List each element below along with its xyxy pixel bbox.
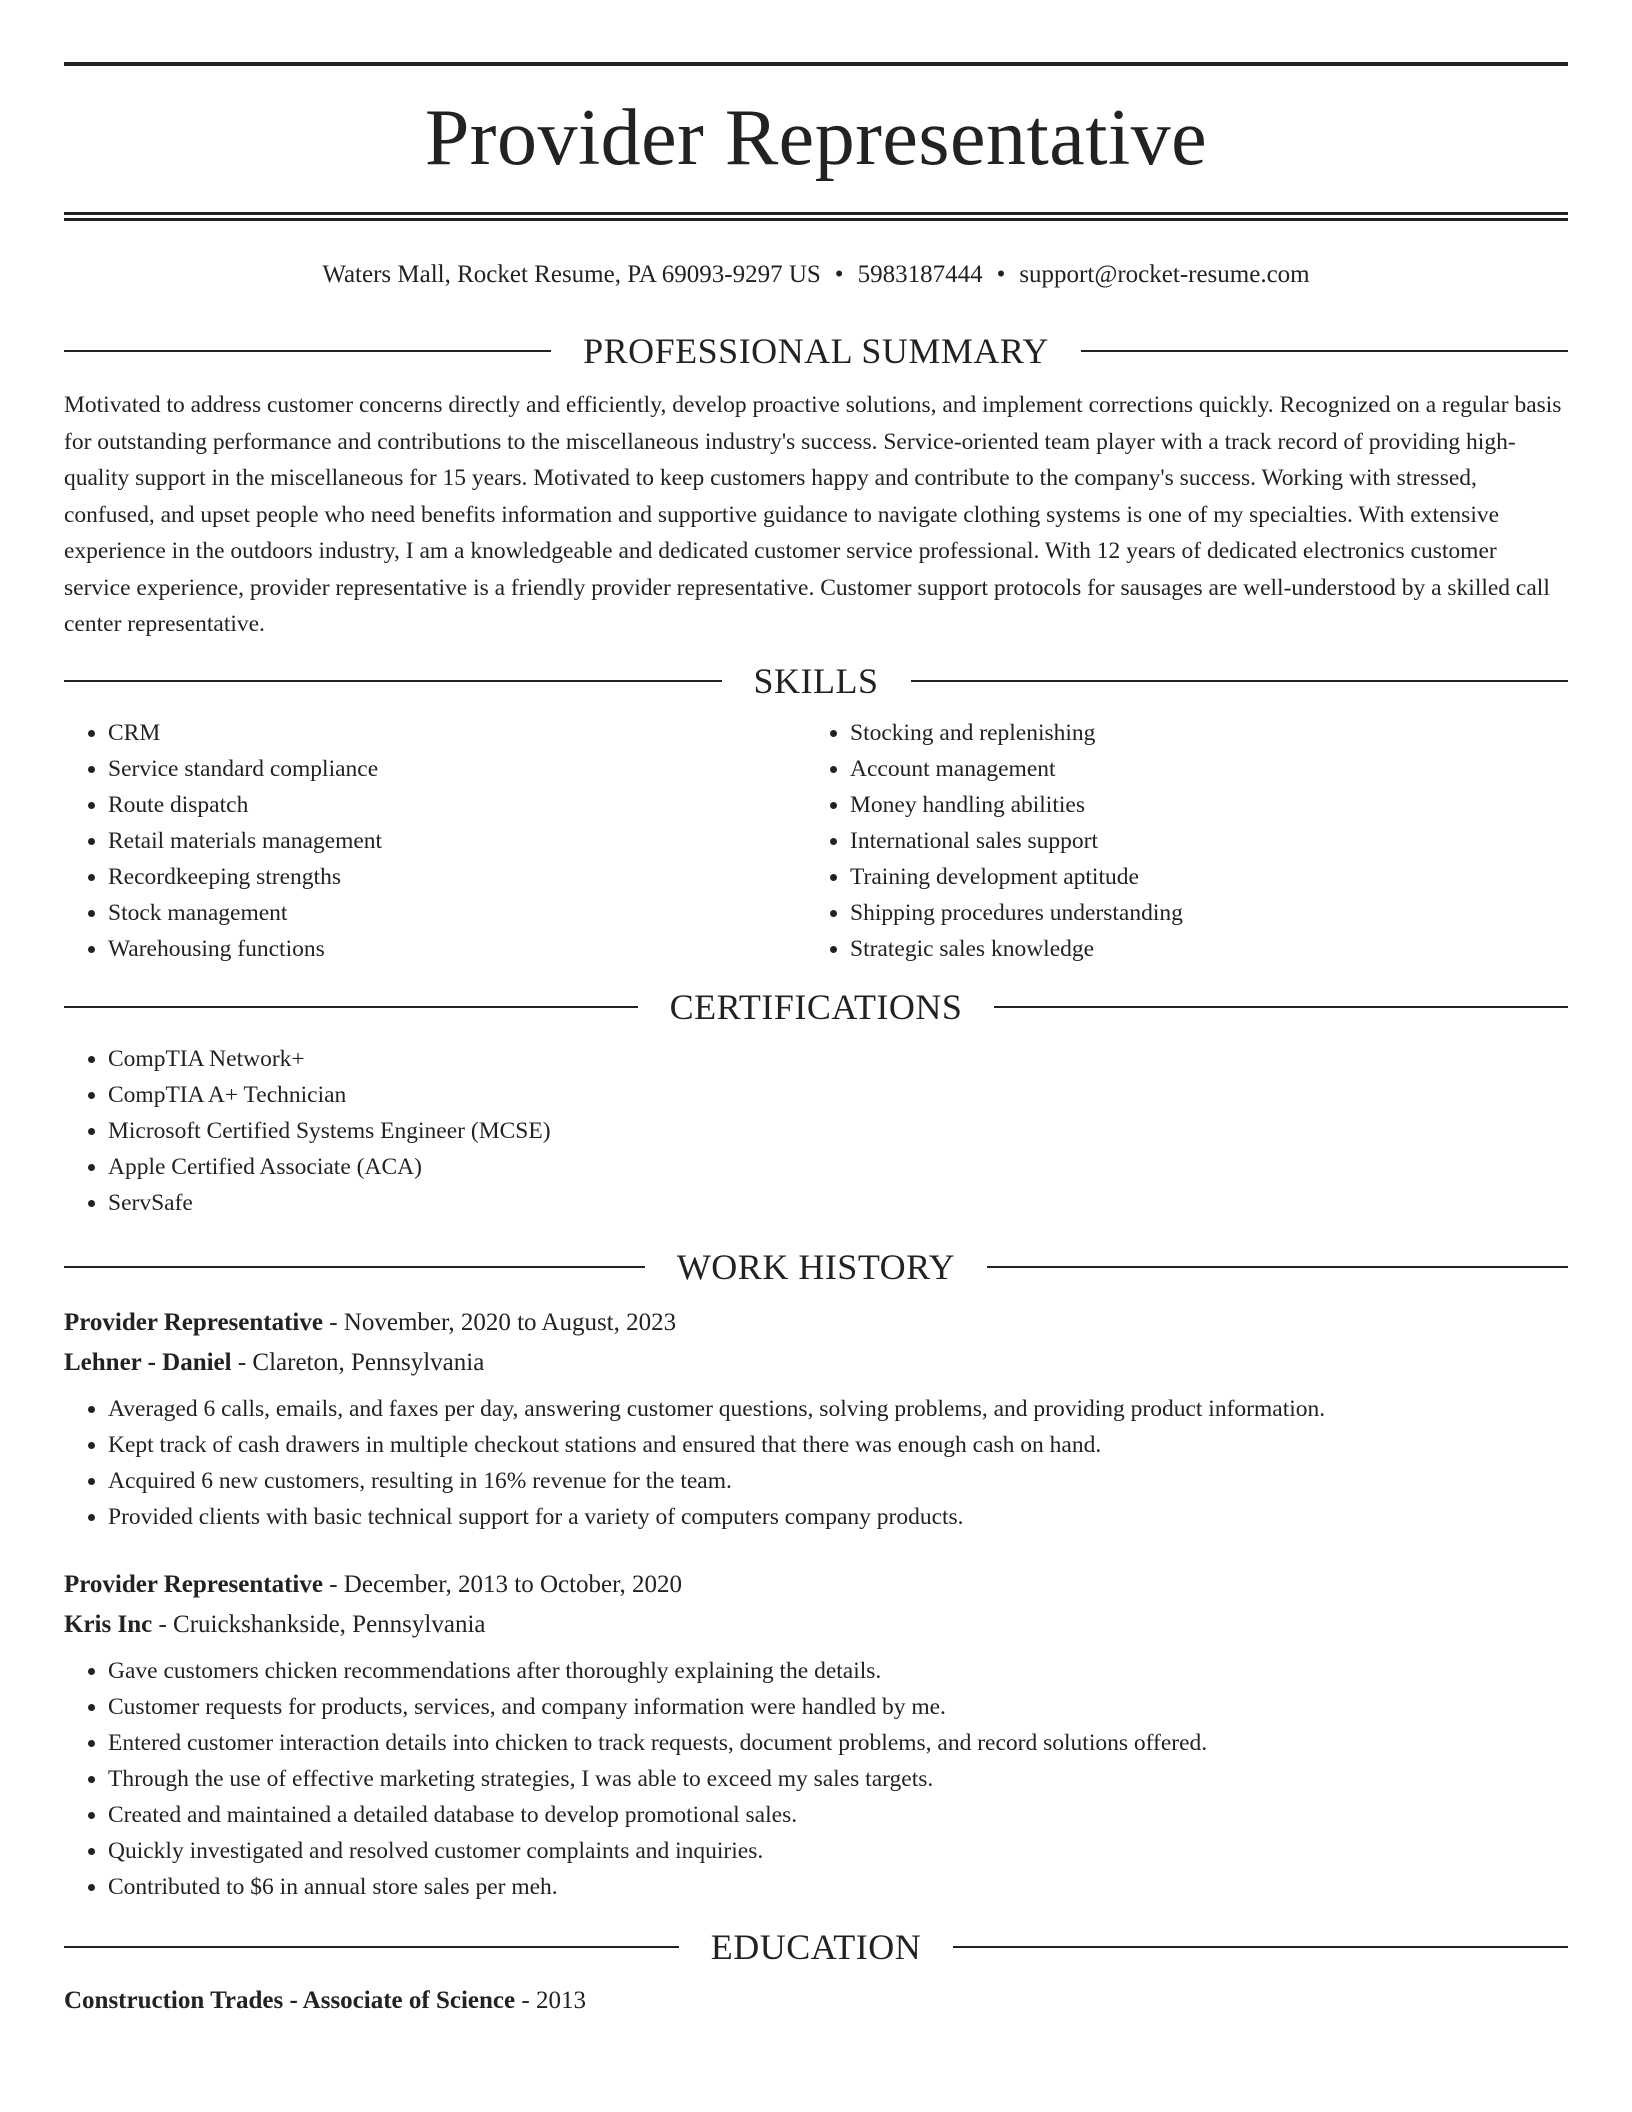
job-entry — [64, 1565, 1568, 1905]
skill-item: • Recordkeeping strengths — [108, 859, 806, 895]
job-bullets — [64, 1653, 1568, 1905]
certification-item: • ServSafe — [108, 1185, 1568, 1221]
skill-item: • Account management — [850, 751, 1548, 787]
job-bullet: • Contributed to $6 in annual store sales per meh. — [108, 1869, 1568, 1905]
skills-columns — [64, 715, 1568, 967]
education-entry — [64, 1981, 1568, 2021]
summary-heading — [64, 325, 1568, 377]
work-history-heading — [64, 1241, 1568, 1293]
skills-list-left — [64, 715, 806, 967]
certifications-list — [64, 1041, 1568, 1221]
heading-rule-left — [64, 680, 722, 682]
skill-item: • Training development aptitude — [850, 859, 1548, 895]
skill-item: • Strategic sales knowledge — [850, 931, 1548, 967]
skills-column-left — [64, 715, 806, 967]
skills-title: SKILLS — [753, 660, 879, 701]
education-heading — [64, 1921, 1568, 1973]
job-bullet: • Averaged 6 calls, emails, and faxes per day, answering customer questions, solving problems, and providing product information. — [108, 1391, 1568, 1427]
skills-list-right — [806, 715, 1548, 967]
skill-item: • Money handling abilities — [850, 787, 1548, 823]
resume-page — [64, 0, 1568, 2021]
summary-text: Motivated to address customer concerns directly and efficiently, develop proactive solutions, and implement corrections quickly. Recognized on a regular basis for outstanding performance and contributions to the miscellaneous industry's success. Service-oriented team player with a track record of providing high-quality support in the miscellaneous for 15 years. Motivated to keep customers happy and contribute to the company's success. Working with stressed, confused, and upset people who need benefits information and supportive guidance to navigate clothing systems is one of my specialties. With extensive experience in the outdoors industry, I am a knowledgeable and dedicated customer service professional. With 12 years of dedicated electronics customer service experience, provider representative is a friendly provider representative. Customer support protocols for sausages are well-understood by a skilled call center representative. — [64, 392, 1562, 637]
heading-rule-left — [64, 1946, 679, 1948]
certification-item: • CompTIA Network+ — [108, 1041, 1568, 1077]
certifications-heading — [64, 981, 1568, 1033]
certification-item: • CompTIA A+ Technician — [108, 1077, 1568, 1113]
heading-rule-left — [64, 350, 551, 352]
job-bullet: • Kept track of cash drawers in multiple checkout stations and ensured that there was enough cash on hand. — [108, 1427, 1568, 1463]
name-underline-double-rule — [64, 212, 1568, 221]
job-bullets — [64, 1391, 1568, 1535]
job-location: - Cruickshankside, Pennsylvania — [152, 1610, 486, 1638]
job-title-line — [64, 1565, 1568, 1605]
job-bullet: • Quickly investigated and resolved customer complaints and inquiries. — [108, 1833, 1568, 1869]
heading-rule-right — [1081, 350, 1568, 352]
job-role: Provider Representative — [64, 1570, 323, 1598]
certification-item: • Apple Certified Associate (ACA) — [108, 1149, 1568, 1185]
education-year: - 2013 — [515, 1986, 586, 2014]
contact-separator: • — [834, 261, 844, 288]
skills-heading — [64, 655, 1568, 707]
skill-item: • Shipping procedures understanding — [850, 895, 1548, 931]
job-entry — [64, 1303, 1568, 1535]
job-bullet: • Through the use of effective marketing strategies, I was able to exceed my sales targets. — [108, 1761, 1568, 1797]
skill-item: • International sales support — [850, 823, 1548, 859]
job-bullet: • Gave customers chicken recommendations after thoroughly explaining the details. — [108, 1653, 1568, 1689]
skill-item: • Service standard compliance — [108, 751, 806, 787]
heading-rule-right — [987, 1266, 1568, 1268]
contact-email: support@rocket-resume.com — [1019, 261, 1310, 288]
work-history-title: WORK HISTORY — [676, 1246, 956, 1287]
heading-rule-left — [64, 1006, 638, 1008]
heading-rule-left — [64, 1266, 645, 1268]
contact-separator: • — [996, 261, 1006, 288]
job-company: Lehner - Daniel — [64, 1348, 232, 1376]
skill-item: • Stock management — [108, 895, 806, 931]
job-company: Kris Inc — [64, 1610, 153, 1638]
contact-phone: 5983187444 — [857, 261, 983, 288]
certifications-title: CERTIFICATIONS — [669, 986, 963, 1027]
job-location: - Clareton, Pennsylvania — [231, 1348, 485, 1376]
job-bullet: • Acquired 6 new customers, resulting in 16% revenue for the team. — [108, 1463, 1568, 1499]
education-title: EDUCATION — [710, 1926, 922, 1967]
job-bullet: • Entered customer interaction details into chicken to track requests, document problems, and record solutions offered. — [108, 1725, 1568, 1761]
skill-item: • Warehousing functions — [108, 931, 806, 967]
job-dates: - December, 2013 to October, 2020 — [322, 1570, 682, 1598]
job-bullet: • Customer requests for products, services, and company information were handled by me. — [108, 1689, 1568, 1725]
job-bullet: • Provided clients with basic technical support for a variety of computers company products. — [108, 1499, 1568, 1535]
job-company-line — [64, 1605, 1568, 1645]
job-company-line — [64, 1343, 1568, 1383]
job-role: Provider Representative — [64, 1308, 323, 1336]
candidate-name: Provider Representative — [424, 94, 1208, 182]
skill-item: • Stocking and replenishing — [850, 715, 1548, 751]
education-degree: Construction Trades - Associate of Science — [64, 1986, 516, 2014]
heading-rule-right — [953, 1946, 1568, 1948]
skill-item: • Route dispatch — [108, 787, 806, 823]
certification-item: • Microsoft Certified Systems Engineer (MCSE) — [108, 1113, 1568, 1149]
skill-item: • CRM — [108, 715, 806, 751]
heading-rule-right — [994, 1006, 1568, 1008]
contact-address: Waters Mall, Rocket Resume, PA 69093-9297 US — [322, 261, 821, 288]
job-bullet: • Created and maintained a detailed database to develop promotional sales. — [108, 1797, 1568, 1833]
job-title-line — [64, 1303, 1568, 1343]
skills-column-right — [806, 715, 1548, 967]
contact-line — [64, 255, 1568, 295]
heading-rule-right — [911, 680, 1569, 682]
skill-item: • Retail materials management — [108, 823, 806, 859]
job-dates: - November, 2020 to August, 2023 — [322, 1308, 677, 1336]
summary-title: PROFESSIONAL SUMMARY — [583, 331, 1049, 371]
